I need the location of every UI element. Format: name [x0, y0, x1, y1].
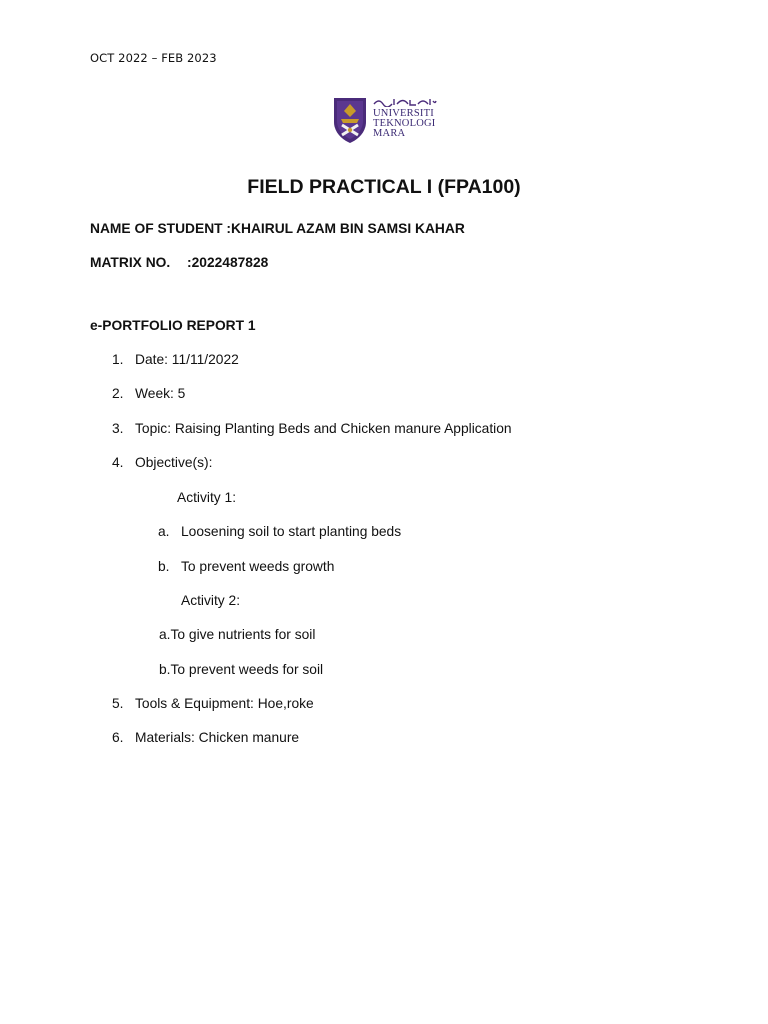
list-item-tools: Tools & Equipment: Hoe,roke — [135, 696, 314, 711]
session-header: OCT 2022 – FEB 2023 — [90, 51, 217, 65]
report-heading: e-PORTFOLIO REPORT 1 — [90, 318, 256, 333]
list-item-objectives: Objective(s): — [135, 455, 213, 470]
document-title: FIELD PRACTICAL I (FPA100) — [247, 176, 521, 198]
logo-line-1: UNIVERSITI — [373, 108, 434, 119]
logo-line-2: TEKNOLOGI — [373, 118, 436, 129]
list-item-number: 1. — [112, 352, 124, 367]
logo-line-3: MARA — [373, 128, 406, 139]
university-logo — [331, 95, 441, 145]
activity-2-objective-b: b.To prevent weeds for soil — [159, 662, 324, 677]
list-item-number: 6. — [112, 730, 124, 745]
activity-1-label: Activity 1: — [177, 490, 237, 505]
sub-item-marker: a. — [158, 524, 170, 539]
activity-1-objective-a: Loosening soil to start planting beds — [181, 524, 402, 539]
activity-2-label: Activity 2: — [181, 593, 241, 608]
uitm-crest-icon — [331, 95, 369, 145]
list-item-materials: Materials: Chicken manure — [135, 730, 300, 745]
activity-2-objective-a: a.To give nutrients for soil — [159, 627, 316, 642]
jawi-script-icon — [373, 96, 437, 107]
matrix-value: :2022487828 — [187, 255, 269, 270]
list-item-number: 4. — [112, 455, 124, 470]
list-item-number: 5. — [112, 696, 124, 711]
student-name: NAME OF STUDENT :KHAIRUL AZAM BIN SAMSI KAHAR — [90, 221, 465, 236]
list-item-number: 2. — [112, 386, 124, 401]
logo-wordmark — [373, 109, 435, 139]
matrix-label: MATRIX NO. — [90, 255, 171, 270]
list-item-topic: Topic: Raising Planting Beds and Chicken manure Application — [135, 421, 512, 436]
list-item-number: 3. — [112, 421, 124, 436]
sub-item-marker: b. — [158, 559, 170, 574]
activity-1-objective-b: To prevent weeds growth — [181, 559, 335, 574]
list-item-week: Week: 5 — [135, 386, 186, 401]
list-item-date: Date: 11/11/2022 — [135, 352, 239, 367]
